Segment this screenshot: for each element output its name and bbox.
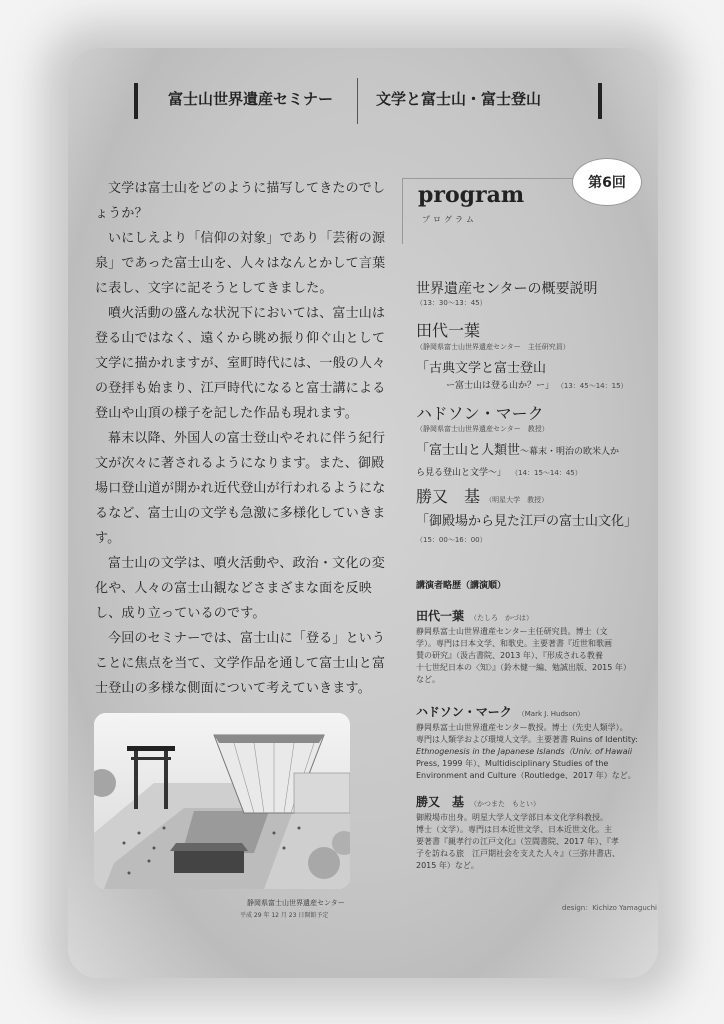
illustration-caption: 静岡県富士山世界遺産センター	[247, 899, 345, 907]
talk1-subtitle	[446, 378, 628, 391]
header-right-title: 文学と富士山・富士登山	[376, 90, 542, 108]
speaker2-name: ハドソン・マーク	[416, 404, 544, 423]
talk2-title-line	[416, 439, 619, 458]
intro-paragraph: 文学は富士山をどのように描写してきたのでしょうか？	[95, 181, 386, 221]
lecturer3-reading: （かつまた もとい）	[470, 800, 541, 808]
intro-paragraph: 今回のセミナーでは、富士山に「登る」ということに焦点を当て、文学作品を通して富士山と富士登山の多様な側面について考えていきます。	[95, 631, 386, 696]
bio-line: 2015 年）など。	[416, 861, 479, 870]
talk2-subtitle-2: ら見る登山と文学〜」	[416, 468, 507, 478]
lecturer2-name-line	[416, 703, 584, 720]
lecturer3-bio	[416, 812, 662, 872]
building-illustration-svg	[94, 713, 350, 889]
talk1-title: 「古典文学と富士登山	[416, 361, 547, 376]
intro-paragraph: 幕末以降、外国人の富士登山やそれに伴う紀行文が次々に著されるようになります。また、御殿場口登山道が開かれ近代登山が行われるようになるなど、富士山の文学も急激に多様化していきます。	[95, 431, 386, 546]
speaker3-name: 勝又 基	[416, 487, 481, 506]
building-illustration	[94, 713, 350, 889]
bio-line: 子を訪ねる旅 江戸期社会を支えた人々』（三弥井書店、	[416, 849, 620, 858]
lecturer2-name: ハドソン・マーク	[416, 705, 512, 719]
header-left-bar	[134, 83, 138, 119]
talk3-title: 「御殿場から見た江戸の富士山文化」	[416, 514, 638, 529]
speaker1-affiliation: （静岡県富士山世界遺産センター 主任研究員）	[416, 343, 570, 351]
session-badge: 第6回	[572, 158, 642, 206]
header-divider	[357, 78, 358, 124]
bio-line: 十七世紀日本の〈知〉』（鈴木健一編、勉誠出版、2015 年）	[416, 663, 631, 672]
intro-paragraph: 富士山の文学は、噴火活動や、政治・文化の変化や、人々の富士山観などさまざまな面を反映し、成り立っているのです。	[95, 556, 385, 621]
program-title: program	[418, 182, 525, 208]
lecturer2-bio	[416, 722, 662, 782]
bio-line: 要著書『親孝行の江戸文化』（笠間書院、2017 年）、『孝	[416, 837, 619, 846]
program-overview: 世界遺産センターの概要説明	[416, 281, 598, 297]
speaker1-name: 田代一葉	[416, 321, 481, 340]
talk2-subtitle-1: 〜幕末・明治の欧米人か	[520, 447, 620, 457]
lecturer2-reading: （Mark J. Hudson）	[517, 710, 585, 718]
talk2-title-line-2	[416, 460, 582, 479]
speaker3-line	[416, 484, 548, 507]
bio-line: Environment and Culture（Routledge、2017 年）など。	[416, 771, 636, 780]
lecturer1-bio	[416, 626, 662, 686]
bio-line: 賛の研究』（汲古書院、2013 年）、『形成される教養	[416, 651, 603, 660]
lecturer1-name: 田代一葉	[416, 609, 465, 623]
talk2-time: （14：15〜14：45）	[511, 469, 582, 477]
bio-line: など。	[416, 675, 440, 684]
program-overview-time: （13：30〜13：45）	[416, 299, 487, 307]
intro-text	[95, 176, 391, 701]
lecturer3-name-line	[416, 793, 540, 810]
bio-line: 御殿場市出身。明星大学人文学部日本文化学科教授。	[416, 813, 608, 822]
talk3-time: （15：00〜16：00）	[416, 536, 487, 544]
header-right-bar	[598, 83, 602, 119]
illustration-subcaption: 平成 29 年 12 月 23 日開館予定	[240, 912, 329, 919]
speaker2-affiliation: （静岡県富士山世界遺産センター 教授）	[416, 425, 549, 433]
lecturer1-name-line	[416, 607, 533, 624]
lecturer1-reading: （たしろ かづは）	[470, 614, 534, 622]
talk1-subtitle-text: ー富士山は登る山か？ー」	[446, 381, 555, 391]
bio-line: 静岡県富士山世界遺産センター主任研究員。博士（文	[416, 627, 608, 636]
speaker3-affiliation: （明星大学 教授）	[485, 496, 549, 504]
bio-line: Press, 1999 年）、Multidisciplinary Studies of the	[416, 759, 609, 768]
bio-line: 博士（文学）。専門は日本近世文学、日本近世文化。主	[416, 825, 612, 834]
bio-line: 学）。専門は日本文学、和歌史。主要著書『近世和歌画	[416, 639, 612, 648]
lecturer3-name: 勝又 基	[416, 795, 465, 809]
talk2-title: 「富士山と人類世	[416, 443, 521, 458]
design-credit: design：Kichizo Yamaguchi	[562, 904, 657, 912]
bio-line: 専門は人類学および環境人文学。主要著書 Ruins of Identity:	[416, 735, 638, 744]
bio-line: Ethnogenesis in the Japanese Islands（Univ. of Hawaii	[416, 747, 633, 756]
intro-paragraph: いにしえより「信仰の対象」であり「芸術の源泉」であった富士山を、人々はなんとかして言葉に表し、文字に記そうとしてきました。	[95, 231, 386, 296]
header-left-title: 富士山世界遺産セミナー	[168, 90, 334, 108]
intro-paragraph: 噴火活動の盛んな状況下においては、富士山は登る山ではなく、遠くから眺め振り仰ぐ山として文学に描かれますが、室町時代には、一般の人々の登拝も始まり、江戸時代になると富士講による登山や山頂の様子を記した作品も現れます。	[95, 306, 386, 421]
lecturers-heading: 講演者略歴（講演順）	[416, 581, 507, 591]
program-subtitle: プログラム	[422, 215, 477, 224]
talk1-time: （13：45〜14：15）	[556, 382, 628, 390]
bio-line: 静岡県富士山世界遺産センター教授。博士（先史人類学）。	[416, 723, 628, 732]
